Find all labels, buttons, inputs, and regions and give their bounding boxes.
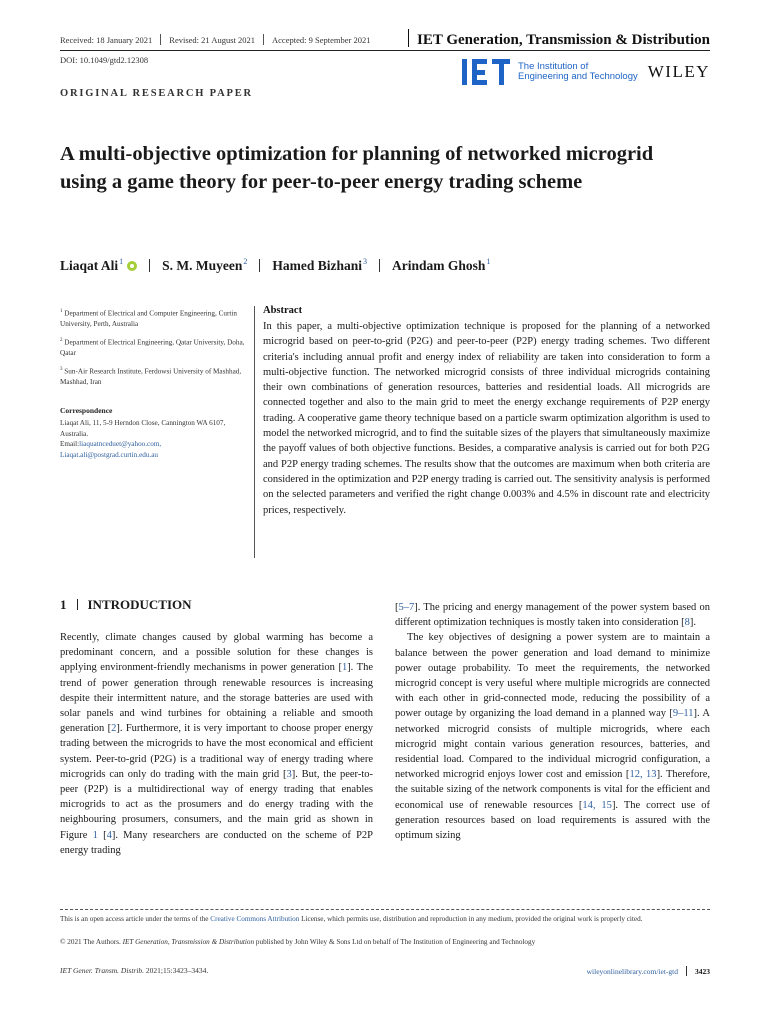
paragraph: [5–7]. The pricing and energy management of the power system based on different optimization techniques is mostly taken into consideration [8].: [395, 602, 710, 629]
citation-link[interactable]: 4: [106, 829, 112, 841]
journal-title-text: IET Generation, Transmission & Distribution: [417, 32, 710, 48]
citation-link[interactable]: 9–11: [672, 708, 694, 720]
footer-separator: [686, 966, 687, 976]
section-heading: [60, 597, 192, 613]
abstract-heading: Abstract: [263, 305, 303, 316]
affiliation-1: $^1$ Department of Electrical and Computer Engineering, Curtin University, Perth, Australia: [60, 309, 237, 328]
citation-link[interactable]: 5–7: [398, 602, 415, 613]
section-title: INTRODUCTION: [87, 597, 192, 612]
author-list: [60, 257, 490, 274]
license-note: This is an open access article under the terms of the Creative Commons Attribution License, which permits use, distribution and reproduction in any medium, provided the original work is properly cited.: [60, 915, 643, 923]
paper-title: A multi-objective optimization for planning of networked microgrid using a game theory for peer-to-peer energy trading scheme: [60, 143, 654, 193]
footer-url[interactable]: wileyonlinelibrary.com/iet-gtd: [586, 966, 678, 976]
copyright-note: © 2021 The Authors. IET Generation, Transmission & Distribution published by John Wiley & Sons Ltd on behalf of The Institution of Engineering and Technology: [60, 938, 536, 946]
iet-logo-line2: Engineering and Technology: [518, 71, 638, 82]
author-4[interactable]: Arindam Ghosh$^1$: [392, 257, 491, 273]
citation-link[interactable]: 8: [684, 617, 690, 629]
footnote-rule: [60, 909, 710, 910]
paragraph: The key objectives of designing a power system are to maintain a balance between the power generation and load demand to minimize power outage probability. To meet the requirements, the networked microgrid concept is very useful where multiple microgrids are connected with each other in grid-connected mode, reducing the possibility of a power outage by organizing the load demand in a planned way [9–11]. A networked microgrid consists of multiple microgrids, where each microgrid might contain various generation resources, batteries, and residential load. Compared to the individual microgrid configuration, a networked microgrid enjoys lower cost and emission [12, 13]. Therefore, the suitable sizing of the network components is vital for the efficient and economical use of renewable resources [14, 15]. The correct use of generation resources based on load requirements is assured with the optimum sizing: [395, 632, 711, 842]
author-3[interactable]: Hamed Bizhani$^3$: [272, 257, 368, 273]
accepted-date: Accepted: 9 September 2021: [272, 34, 371, 45]
section-number: 1: [60, 597, 67, 612]
journal-title: [408, 29, 710, 49]
citation-link[interactable]: 1: [341, 662, 348, 674]
citation-link[interactable]: 3: [286, 768, 292, 780]
correspondence-address: Liaqat Ali, 11, 5-9 Herndon Close, Cannington WA 6107, Australia.: [60, 419, 226, 438]
paper-type: ORIGINAL RESEARCH PAPER: [60, 88, 253, 99]
date-separator: [263, 34, 264, 45]
paragraph: Recently, climate changes caused by global warming has become a predominant concern, and a possible solution for these changes is applying environment-friendly mechanisms in power generation [1]. The trend of power generation through renewable resources is increasing despite their intermittent nature, and the storage batteries are used with solar panels and wind turbines for obtaining a reliable and smooth generation [2]. Furthermore, it is very important to choose proper energy trading between the microgrids to have the most economical and efficient system. Peer-to-grid (P2G) is a traditional way of energy trading where microgrids can only do trading with the main grid [3]. But, the peer-to-peer (P2P) is a multidirectional way of energy trading that enables microgrids to act as the prosumers and do energy trading with the neighbouring prosumers, consumers, and the main grid as shown in Figure 1 [4]. Many researchers are conducted on the scheme of P2P energy trading: [60, 632, 373, 856]
iet-logo-text: [518, 62, 638, 83]
iet-logo-e: [472, 59, 487, 85]
date-line: [60, 34, 370, 45]
footer-right: [587, 966, 710, 976]
iet-logo-i: [462, 59, 467, 85]
body-column-left: [60, 630, 373, 858]
abstract-text: In this paper, a multi-objective optimization technique is proposed for the planning of a networked microgrid based on peer-to-grid (P2G) and peer-to-peer (P2P) energy trading schemes. Two different criteria's including annual profit and energy index of reliability are taken into consideration to form a multi-objective function. The networked microgrid consists of three individual microgrids containing their own combinations of generation resources, batteries and residential loads. All microgrids are connected together and also to the main grid to meet the energy exchange requirements of P2P energy trading. A cooperative game theory technique based on a particle swarm optimization algorithm is used to model the networked microgrid, and to find the suitable sizes of the players that simultaneously maximize the payoff values of both objective functions. Besides, a comparative analysis is carried out for both P2G and P2P energy trading schemes. The results show that the outcomes are maximum when both criteria are considered in the optimization and P2P energy trading is carried out. The sensitivity analysis is performed on the selected parameters and verified the right change 0.003% and 4.5% in discount rate and electricity prices, respectively.: [263, 321, 710, 516]
abstract-rule: [254, 306, 255, 558]
footer-citation: IET Gener. Transm. Distrib. 2021;15:3423–3434.: [60, 966, 209, 975]
iet-logo-t: [492, 59, 510, 85]
header-rule: [60, 50, 710, 51]
correspondence-block: [60, 418, 250, 460]
author-separator: [379, 259, 380, 272]
iet-logo-line1: The Institution of: [518, 60, 589, 72]
author-1[interactable]: Liaqat Ali$^1$: [60, 257, 124, 273]
email-link-2[interactable]: Liaqat.ali@postgrad.curtin.edu.au: [60, 450, 159, 459]
correspondence-heading: Correspondence: [60, 406, 113, 415]
journal-title-bar: [408, 29, 410, 47]
body-column-right: [395, 600, 710, 843]
figure-link[interactable]: 1: [92, 829, 98, 841]
affiliation-2: $^2$ Department of Electrical Engineering, Qatar University, Doha, Qatar: [60, 338, 245, 357]
author-separator: [149, 259, 150, 272]
citation-link[interactable]: 2: [111, 723, 117, 735]
correspondence-email-line: Email:liaquatnceduet@yahoo.com,: [60, 440, 162, 448]
header-row: [60, 34, 710, 50]
license-link[interactable]: Creative Commons Attribution: [210, 915, 300, 923]
revised-date: Revised: 21 August 2021: [169, 34, 256, 45]
author-2[interactable]: S. M. Muyeen$^2$: [162, 257, 248, 273]
iet-logo-mark: [462, 59, 510, 85]
citation-link[interactable]: 14, 15: [582, 799, 612, 811]
received-date: Received: 18 January 2021: [60, 34, 153, 45]
wiley-logo: WILEY: [647, 62, 710, 81]
affiliation-3: $^3$ Sun-Air Research Institute, Ferdowsi University of Mashhad, Mashhad, Iran: [60, 367, 242, 386]
publisher-logos: [462, 57, 710, 87]
page-number: 3423: [695, 966, 710, 976]
doi[interactable]: DOI: 10.1049/gtd2.12308: [60, 55, 149, 65]
orcid-icon[interactable]: [127, 261, 137, 271]
section-separator: [77, 599, 78, 610]
iet-logo: [462, 58, 638, 86]
author-separator: [259, 259, 260, 272]
email-link-1[interactable]: liaquatnceduet@yahoo.com,: [79, 440, 162, 448]
citation-link[interactable]: 12, 13: [629, 769, 657, 781]
date-separator: [160, 34, 161, 45]
